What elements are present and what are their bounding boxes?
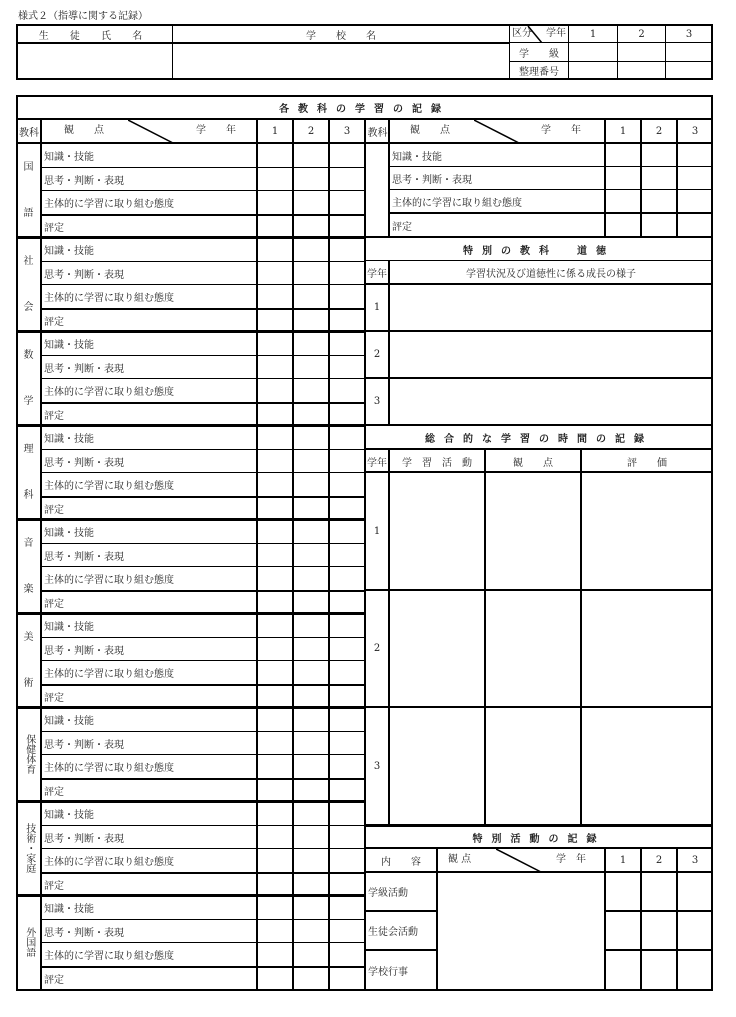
viewpoint-attitude: 主体的に学習に取り組む態度 — [44, 950, 174, 962]
viewpoint-thinking: 思考・判断・表現 — [44, 551, 124, 563]
special-activities-title: 特別活動の記録 — [472, 834, 606, 845]
viewpoint-attitude: 主体的に学習に取り組む態度 — [44, 292, 174, 304]
moral-grade-2: 2 — [373, 349, 381, 360]
student-name-label: 生 徒 氏 名 — [38, 30, 152, 42]
grade-1-input[interactable] — [258, 144, 292, 166]
special-item-class-activities: 学級活動 — [368, 888, 408, 899]
viewpoint-label-right: 観 点 — [410, 125, 450, 136]
subject-name-vertical: 保健体育 — [23, 734, 35, 774]
grade-1-input[interactable] — [258, 849, 292, 871]
subject-name-char: 国 — [23, 161, 34, 173]
grade-2-input[interactable] — [294, 614, 328, 636]
grade-3-input[interactable] — [330, 567, 364, 589]
grade-2-input[interactable] — [294, 685, 328, 707]
viewpoint-rating: 評定 — [44, 504, 64, 516]
subject-name-char: 術 — [23, 677, 34, 689]
viewpoint-thinking: 思考・判断・表現 — [44, 833, 124, 845]
integrated-viewpoint-2-field[interactable] — [486, 591, 580, 706]
moral-grade-3-field[interactable] — [390, 379, 712, 424]
grade-2-input[interactable] — [294, 967, 328, 989]
grade-2-input[interactable] — [294, 943, 328, 965]
moral-description-label: 学習状況及び道徳性に係る成長の様子 — [466, 268, 636, 280]
grade-1-input[interactable] — [258, 403, 292, 425]
grade-2-input[interactable] — [294, 896, 328, 918]
grade-1-input[interactable] — [258, 732, 292, 754]
grade-3-input[interactable] — [330, 638, 364, 660]
grade-1-header: 1 — [589, 28, 597, 40]
integrated-study-title: 総合的な学習の時間の記録 — [425, 433, 653, 445]
subject-name-char: 音 — [23, 537, 34, 549]
grade-2-input[interactable] — [294, 873, 328, 895]
moral-grade-label: 学年 — [367, 268, 387, 280]
grade-2-input[interactable] — [294, 262, 328, 284]
grade-3-input[interactable] — [330, 779, 364, 801]
viewpoint-rating: 評定 — [44, 786, 64, 798]
special-grade-1-header: 1 — [619, 854, 627, 866]
grade-1-header-right: 1 — [619, 125, 627, 137]
subject-name-char: 理 — [23, 443, 34, 455]
student-name-field[interactable] — [18, 44, 172, 78]
subject-name-vertical: 外国語 — [23, 927, 35, 957]
grade-1-input[interactable] — [258, 802, 292, 824]
viewpoint-attitude: 主体的に学習に取り組む態度 — [44, 480, 174, 492]
grade-2-input[interactable] — [294, 379, 328, 401]
grade-2-input[interactable] — [294, 779, 328, 801]
grade-1-input[interactable] — [258, 591, 292, 613]
subject-name-char: 美 — [23, 631, 34, 643]
viewpoint-knowledge: 知識・技能 — [44, 809, 94, 821]
viewpoint-rating: 評定 — [44, 410, 64, 422]
grade-3-input[interactable] — [330, 661, 364, 683]
integrated-evaluation-1-field[interactable] — [582, 473, 712, 589]
integrated-grade-3: 3 — [373, 760, 381, 772]
integrated-evaluation-label: 評 価 — [627, 457, 667, 469]
diagonal-divider-icon — [474, 120, 524, 143]
viewpoint-attitude: 主体的に学習に取り組む態度 — [44, 574, 174, 586]
subject-name-vertical: 技術・家庭 — [23, 823, 35, 873]
grade-2-input[interactable] — [294, 285, 328, 307]
integrated-evaluation-3-field[interactable] — [582, 708, 712, 824]
grade-3-input[interactable] — [330, 520, 364, 542]
grade-3-input[interactable] — [330, 943, 364, 965]
grade-3-input[interactable] — [330, 332, 364, 354]
viewpoint-rating: 評定 — [44, 598, 64, 610]
grade-2-input[interactable] — [294, 826, 328, 848]
grade-1-input[interactable] — [258, 309, 292, 331]
subject-name-char: 楽 — [23, 583, 34, 595]
grade-1-input[interactable] — [258, 215, 292, 237]
grade-3-input[interactable] — [330, 849, 364, 871]
grade-1-input[interactable] — [258, 779, 292, 801]
grade-1-input[interactable] — [258, 685, 292, 707]
grade-1-input[interactable] — [258, 473, 292, 495]
integrated-viewpoint-label: 観 点 — [513, 457, 553, 469]
viewpoint-attitude: 主体的に学習に取り組む態度 — [44, 856, 174, 868]
viewpoint-knowledge: 知識・技能 — [44, 903, 94, 915]
subject-col-label-left: 教科 — [19, 127, 39, 139]
grade-3-input[interactable] — [330, 262, 364, 284]
integrated-activity-1-field[interactable] — [390, 473, 484, 589]
special-viewpoint-label: 観 点 — [448, 854, 472, 865]
grade-3-input[interactable] — [330, 191, 364, 213]
grade-3-input[interactable] — [330, 732, 364, 754]
grade-2-input[interactable] — [294, 497, 328, 519]
subject-name-char: 語 — [23, 207, 34, 219]
special-item-student-council: 生徒会活動 — [368, 927, 418, 938]
grade-1-input[interactable] — [258, 896, 292, 918]
grade-1-input[interactable] — [258, 379, 292, 401]
grade-1-input[interactable] — [258, 873, 292, 895]
integrated-activity-3-field[interactable] — [390, 708, 484, 824]
grade-1-input[interactable] — [258, 567, 292, 589]
integrated-activity-label: 学 習 活 動 — [402, 457, 472, 469]
special-class-grade-3-field[interactable] — [678, 873, 712, 910]
grade-1-input[interactable] — [258, 285, 292, 307]
grade-2-input[interactable] — [294, 708, 328, 730]
grade-1-input[interactable] — [258, 544, 292, 566]
grade-1-input[interactable] — [258, 708, 292, 730]
grade-label-right: 学 年 — [541, 125, 581, 136]
grade-3-input[interactable] — [330, 215, 364, 237]
special-item-school-events: 学校行事 — [368, 966, 408, 978]
grade-1-input[interactable] — [258, 520, 292, 542]
grade-2-input[interactable] — [294, 403, 328, 425]
grade-2-input[interactable] — [294, 567, 328, 589]
grade-2-input[interactable] — [294, 168, 328, 190]
grade-3-header-left: 3 — [343, 125, 351, 137]
grade-2-input[interactable] — [294, 544, 328, 566]
grade-2-input[interactable] — [294, 661, 328, 683]
grade-3-input[interactable] — [330, 403, 364, 425]
viewpoint-thinking: 思考・判断・表現 — [44, 457, 124, 469]
diagonal-divider-icon — [128, 120, 178, 143]
grade-2-input[interactable] — [294, 755, 328, 777]
grade-3-input[interactable] — [330, 685, 364, 707]
grade-3-input[interactable] — [330, 614, 364, 636]
grade-3-input[interactable] — [330, 144, 364, 166]
grade-2-input[interactable] — [294, 191, 328, 213]
viewpoint-attitude: 主体的に学習に取り組む態度 — [44, 386, 174, 398]
school-name-field[interactable] — [173, 44, 509, 78]
grade-3-header: 3 — [685, 28, 693, 40]
viewpoint-knowledge: 知識・技能 — [44, 527, 94, 539]
class-grade-1-field[interactable] — [569, 44, 617, 61]
viewpoint-thinking: 思考・判断・表現 — [44, 739, 124, 751]
special-grade-label: 学 年 — [556, 854, 586, 865]
grade-label: 学年 — [546, 28, 566, 39]
integrated-viewpoint-1-field[interactable] — [486, 473, 580, 589]
grade-1-input[interactable] — [258, 661, 292, 683]
viewpoint-knowledge: 知識・技能 — [44, 715, 94, 727]
grade-2-header-right: 2 — [655, 125, 663, 137]
grade-label-left: 学 年 — [196, 125, 236, 136]
grade-3-input[interactable] — [330, 873, 364, 895]
grade-2-input[interactable] — [294, 920, 328, 942]
viewpoint-thinking: 思考・判断・表現 — [44, 363, 124, 375]
viewpoint-thinking: 思考・判断・表現 — [392, 174, 472, 186]
grade-1-input[interactable] — [258, 638, 292, 660]
class-label: 学 級 — [519, 49, 559, 60]
grade-2-input[interactable] — [294, 144, 328, 166]
grade-3-input[interactable] — [330, 967, 364, 989]
integrated-grade-label: 学年 — [367, 457, 387, 469]
grade-2-input[interactable] — [294, 802, 328, 824]
integrated-activity-2-field[interactable] — [390, 591, 484, 706]
form-title: 様式２（指導に関する記録） — [18, 11, 148, 22]
special-grade-3-header: 3 — [691, 854, 699, 866]
special-content-label: 内 容 — [381, 856, 421, 868]
grade-2-input[interactable] — [294, 591, 328, 613]
grade-3-input[interactable] — [330, 497, 364, 519]
grade-2-input[interactable] — [294, 638, 328, 660]
moral-grade-2-field[interactable] — [390, 332, 712, 377]
grade-1-header-left: 1 — [271, 125, 279, 137]
moral-education-title: 特別の教科 道徳 — [463, 245, 615, 257]
viewpoint-rating: 評定 — [44, 974, 64, 986]
viewpoint-rating: 評定 — [392, 221, 412, 233]
grade-2-header-left: 2 — [307, 125, 315, 137]
viewpoint-knowledge: 知識・技能 — [44, 621, 94, 633]
grade-1-input[interactable] — [258, 168, 292, 190]
grade-3-input[interactable] — [330, 708, 364, 730]
subject-col-label-right: 教科 — [367, 127, 388, 139]
viewpoint-attitude: 主体的に学習に取り組む態度 — [44, 668, 174, 680]
grade-1-input[interactable] — [258, 826, 292, 848]
number-label: 整理番号 — [519, 67, 559, 78]
special-events-grade-1-field[interactable] — [606, 951, 640, 989]
number-grade-1-field[interactable] — [569, 62, 617, 79]
moral-grade-1-field[interactable] — [390, 285, 712, 330]
grade-3-input[interactable] — [330, 473, 364, 495]
special-class-grade-2-field[interactable] — [642, 873, 676, 910]
special-council-grade-3-field[interactable] — [678, 912, 712, 949]
grade-1-input[interactable] — [258, 332, 292, 354]
special-events-grade-3-field[interactable] — [678, 951, 712, 989]
subject-name-field-right[interactable] — [366, 144, 388, 236]
grade-3-input[interactable] — [330, 450, 364, 472]
grade-2-input[interactable] — [294, 450, 328, 472]
grade-1-input[interactable] — [258, 191, 292, 213]
grade-1-input[interactable] — [258, 614, 292, 636]
subject-name-char: 社 — [23, 255, 34, 267]
grade-1-input[interactable] — [258, 356, 292, 378]
diagonal-divider-icon — [496, 849, 546, 872]
viewpoint-rating: 評定 — [44, 316, 64, 328]
grade-1-input[interactable] — [258, 755, 292, 777]
viewpoint-knowledge: 知識・技能 — [44, 339, 94, 351]
special-events-grade-2-field[interactable] — [642, 951, 676, 989]
division-label: 区分 — [512, 28, 532, 39]
grade-2-input[interactable] — [294, 215, 328, 237]
viewpoint-thinking: 思考・判断・表現 — [44, 269, 124, 281]
grade-2-header: 2 — [638, 28, 645, 40]
grade-3-input[interactable] — [330, 544, 364, 566]
grade-2-input[interactable] — [294, 473, 328, 495]
moral-grade-1: 1 — [373, 302, 381, 313]
grade-3-input[interactable] — [330, 426, 364, 448]
viewpoint-knowledge: 知識・技能 — [392, 151, 442, 163]
grade-1-input[interactable] — [258, 426, 292, 448]
special-viewpoint-field[interactable] — [438, 873, 604, 989]
viewpoint-attitude: 主体的に学習に取り組む態度 — [44, 762, 174, 774]
moral-grade-3: 3 — [373, 396, 381, 407]
subject-record-title: 各教科の学習の記録 — [279, 104, 450, 115]
subject-name-char: 会 — [23, 301, 34, 313]
grade-2-input[interactable] — [294, 426, 328, 448]
special-council-grade-2-field[interactable] — [642, 912, 676, 949]
number-grade-2-field[interactable] — [618, 62, 665, 79]
class-grade-2-field[interactable] — [618, 44, 665, 61]
grade-3-input[interactable] — [330, 591, 364, 613]
subject-name-char: 学 — [23, 395, 34, 407]
viewpoint-attitude: 主体的に学習に取り組む態度 — [44, 198, 174, 210]
viewpoint-attitude: 主体的に学習に取り組む態度 — [392, 197, 522, 209]
special-council-grade-1-field[interactable] — [606, 912, 640, 949]
grade-2-input[interactable] — [294, 309, 328, 331]
grade-3-input[interactable] — [330, 285, 364, 307]
grade-2-input[interactable] — [294, 356, 328, 378]
class-grade-3-field[interactable] — [666, 44, 712, 61]
integrated-evaluation-2-field[interactable] — [582, 591, 712, 706]
viewpoint-knowledge: 知識・技能 — [44, 433, 94, 445]
grade-1-input[interactable] — [258, 262, 292, 284]
school-name-label: 学 校 名 — [306, 30, 376, 42]
viewpoint-knowledge: 知識・技能 — [44, 245, 94, 257]
number-grade-3-field[interactable] — [666, 62, 712, 79]
grade-3-input[interactable] — [330, 356, 364, 378]
grade-3-input[interactable] — [330, 802, 364, 824]
integrated-grade-2: 2 — [373, 643, 381, 654]
grade-3-input[interactable] — [330, 309, 364, 331]
special-class-grade-1-field[interactable] — [606, 873, 640, 910]
grade-3-input[interactable] — [330, 238, 364, 260]
grade-1-input[interactable] — [258, 943, 292, 965]
grade-1-input[interactable] — [258, 450, 292, 472]
subject-name-char: 科 — [23, 489, 34, 501]
grade-3-input[interactable] — [330, 755, 364, 777]
grade-1-input[interactable] — [258, 238, 292, 260]
grade-3-input[interactable] — [330, 896, 364, 918]
viewpoint-knowledge: 知識・技能 — [44, 151, 94, 163]
viewpoint-thinking: 思考・判断・表現 — [44, 645, 124, 657]
special-grade-2-header: 2 — [655, 854, 663, 866]
grade-1-input[interactable] — [258, 497, 292, 519]
grade-3-header-right: 3 — [691, 125, 699, 137]
integrated-viewpoint-3-field[interactable] — [486, 708, 580, 824]
grade-2-input[interactable] — [294, 520, 328, 542]
grade-2-input[interactable] — [294, 849, 328, 871]
viewpoint-thinking: 思考・判断・表現 — [44, 927, 124, 939]
grade-3-input[interactable] — [330, 168, 364, 190]
grade-3-input[interactable] — [330, 379, 364, 401]
viewpoint-rating: 評定 — [44, 692, 64, 704]
integrated-grade-1: 1 — [373, 525, 381, 537]
grade-1-input[interactable] — [258, 967, 292, 989]
viewpoint-label-left: 観 点 — [64, 125, 104, 136]
viewpoint-rating: 評定 — [44, 222, 64, 234]
viewpoint-rating: 評定 — [44, 880, 64, 892]
grade-2-input[interactable] — [294, 732, 328, 754]
grade-2-input[interactable] — [294, 238, 328, 260]
grade-3-input[interactable] — [330, 920, 364, 942]
viewpoint-thinking: 思考・判断・表現 — [44, 175, 124, 187]
grade-1-input[interactable] — [258, 920, 292, 942]
grade-2-input[interactable] — [294, 332, 328, 354]
grade-3-input[interactable] — [330, 826, 364, 848]
subject-name-char: 数 — [23, 349, 34, 361]
